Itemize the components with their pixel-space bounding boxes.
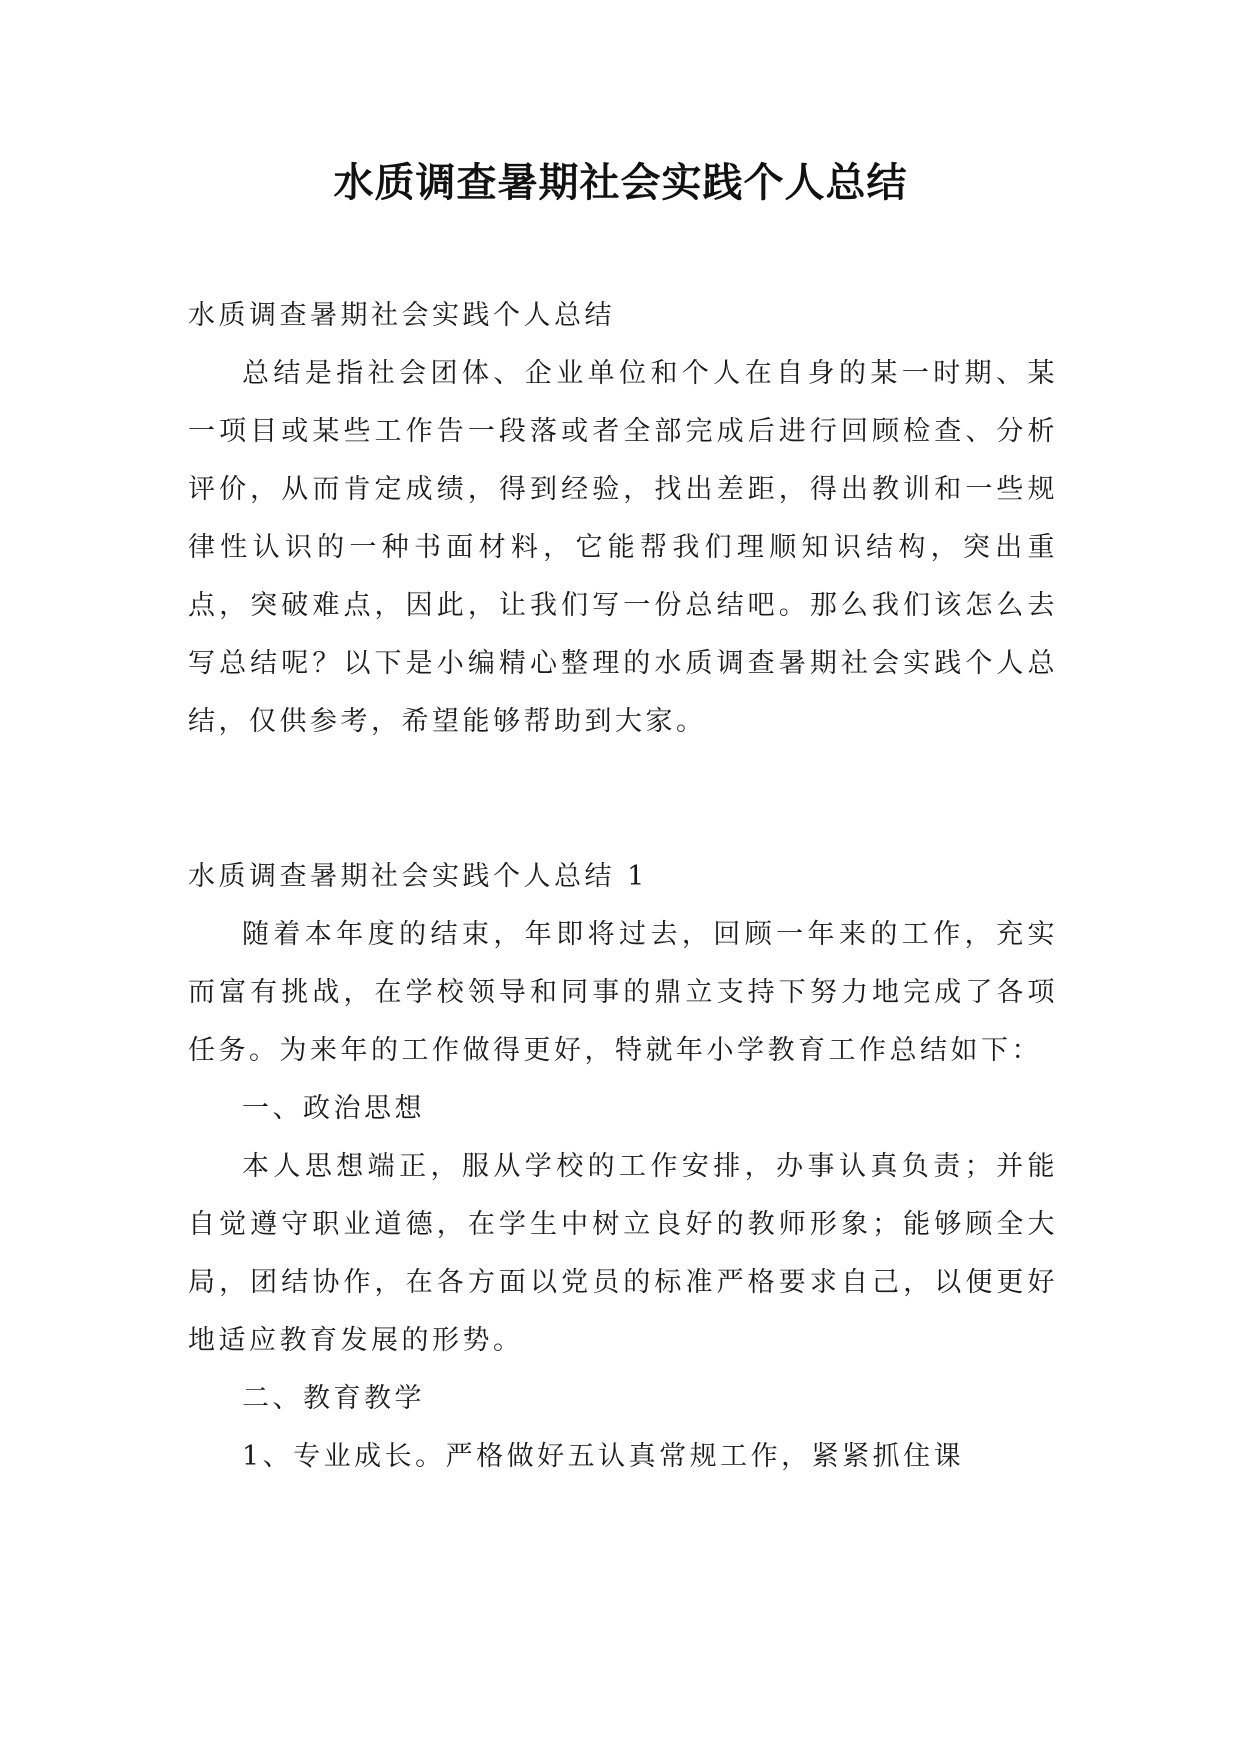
- document-subtitle: 水质调查暑期社会实践个人总结: [188, 300, 615, 331]
- intro-paragraph: 总结是指社会团体、企业单位和个人在自身的某一时期、某一项目或某些工作告一段落或者全部完成后进行回顾检查、分析评价，从而肯定成绩，得到经验，找出差距，得出教训和一些规律性认识的一种书面材料，它能帮我们理顺知识结构，突出重点，突破难点，因此，让我们写一份总结吧。那么我们该怎么去写总结呢？以下是小编精心整理的水质调查暑期社会实践个人总结，仅供参考，希望能够帮助到大家。: [188, 358, 1058, 737]
- body-paragraph: 本人思想端正，服从学校的工作安排，办事认真负责；并能自觉遵守职业道德，在学生中树立良好的教师形象；能够顾全大局，团结协作，在各方面以党员的标准严格要求自己，以便更好地适应教育发展的形势。: [188, 1151, 1058, 1356]
- section-spacer: [188, 751, 1058, 848]
- document-title: 水质调查暑期社会实践个人总结: [333, 160, 908, 206]
- subsection-heading: 一、政治思想: [242, 1093, 425, 1124]
- section-heading: 水质调查暑期社会实践个人总结 1: [188, 861, 648, 892]
- body-paragraph: 随着本年度的结束，年即将过去，回顾一年来的工作，充实而富有挑战，在学校领导和同事的鼎立支持下努力地完成了各项任务。为来年的工作做得更好，特就年小学教育工作总结如下：: [188, 919, 1058, 1066]
- subsection-heading: 二、教育教学: [242, 1383, 425, 1414]
- body-paragraph: 1、专业成长。严格做好五认真常规工作，紧紧抓住课: [242, 1441, 965, 1472]
- document-body: [188, 287, 1058, 1486]
